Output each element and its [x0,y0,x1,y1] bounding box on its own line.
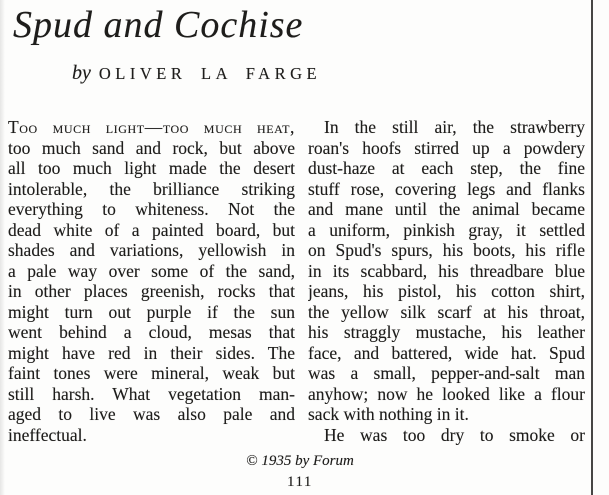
text-line: intolerable, the brilliance striking [8,178,295,199]
text-line: a uniform, pinkish gray, it settled [308,219,585,240]
text-line: a pale way over some of the sand, [8,260,295,281]
text-line: He was too dry to smoke or [324,424,585,445]
text-line: in its scabbard, his threadbare blue [308,260,585,281]
text-line: in other places greenish, rocks that [8,281,295,301]
text-line: and mane until the animal became [308,199,585,219]
text-line: might turn out purple if the sun [8,301,295,322]
text-line: his straggly mustache, his leather [308,322,585,342]
copyright-line: © 1935 by Forum [246,453,354,469]
text-line: dust-haze at each step, the fine [308,158,585,178]
text-line: on Spud's spurs, his boots, his rifle [308,240,585,260]
text-line: In the still air, the strawberry [324,117,585,137]
byline [72,62,321,85]
page-edge-line [591,0,593,495]
text-line: face, and battered, wide hat. Spud [308,342,585,363]
text-columns [8,117,585,445]
text-line: might have red in their sides. The [8,342,295,363]
text-line: too much sand and rock, but above [8,137,295,158]
text-line: aged to live was also pale and [8,404,295,424]
text-line: stuff rose, covering legs and flanks [308,178,585,199]
text-line: Too much light—too much heat, [8,117,295,137]
scan-left-shade [0,0,5,495]
byline-by: by [72,62,91,84]
page-number: 111 [287,474,313,490]
text-line: still harsh. What vegetation man- [8,383,295,404]
text-line: jeans, his pistol, his cotton shirt, [308,281,585,301]
text-line: faint tones were mineral, weak but [8,363,295,383]
byline-author: OLIVER LA FARGE [98,64,322,83]
text-line: dead white of a painted board, but [8,219,295,240]
text-line: roan's hoofs stirred up a powdery [308,137,585,158]
text-line: ineffectual. [8,424,87,445]
text-line: all too much light made the desert [8,158,295,178]
text-line: went behind a cloud, mesas that [8,322,295,342]
text-line: everything to whiteness. Not the [8,199,295,219]
right-column [308,117,585,445]
left-column [8,117,295,445]
text-line: anyhow; now he looked like a flour [308,383,585,404]
text-line: shades and variations, yellowish in [8,240,295,260]
page-title: Spud and Cochise [13,4,304,46]
text-line: the yellow silk scarf at his throat, [308,301,585,322]
text-line: was a small, pepper-and-salt man [308,363,585,383]
text-line: sack with nothing in it. [308,404,469,424]
